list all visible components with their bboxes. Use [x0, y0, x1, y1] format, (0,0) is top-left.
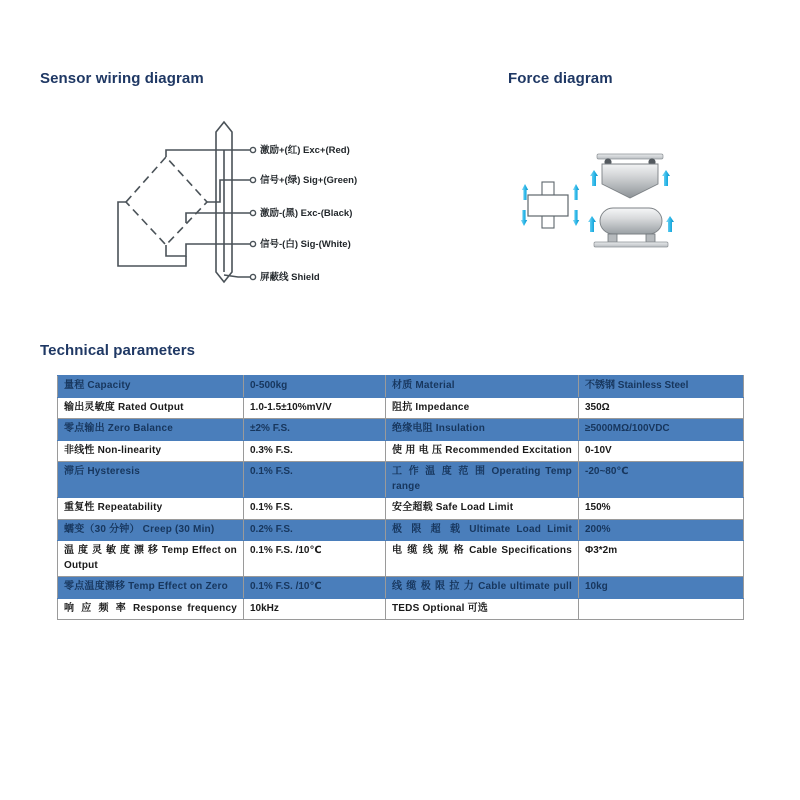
technical-parameters-table-body — [58, 376, 744, 620]
cell-value-right: 10kg — [579, 577, 744, 599]
table-row — [58, 577, 744, 599]
cell-parameter-left: 非线性 Non-linearity — [58, 440, 244, 462]
cell-parameter-left: 重复性 Repeatability — [58, 498, 244, 520]
cell-parameter-right: 阻抗 Impedance — [386, 397, 579, 419]
table-row — [58, 440, 744, 462]
technical-parameters-title: Technical parameters — [40, 342, 196, 359]
wire-label-excitation-negative: 激励-(黑) Exc-(Black) — [260, 208, 353, 219]
table-row — [58, 498, 744, 520]
cell-parameter-right: 绝缘电阻 Insulation — [386, 419, 579, 441]
cell-parameter-right: 安全超载 Safe Load Limit — [386, 498, 579, 520]
load-cell-icon — [528, 182, 568, 228]
cell-value-right: ≥5000MΩ/100VDC — [579, 419, 744, 441]
wiring-schematic-svg — [40, 110, 420, 300]
table-row — [58, 541, 744, 577]
cell-parameter-left: 量程 Capacity — [58, 376, 244, 398]
table-row — [58, 462, 744, 498]
table-row — [58, 519, 744, 541]
sensor-wiring-diagram-title: Sensor wiring diagram — [40, 70, 204, 87]
table-row — [58, 419, 744, 441]
cell-value-left: 10kHz — [244, 598, 386, 620]
force-diagram — [520, 150, 680, 260]
wire-label-shield: 屏蔽线 Shield — [260, 272, 320, 283]
technical-parameters-table — [57, 375, 744, 620]
cell-parameter-right: TEDS Optional 可选 — [386, 598, 579, 620]
cell-value-right: Φ3*2m — [579, 541, 744, 577]
cell-parameter-left: 零点输出 Zero Balance — [58, 419, 244, 441]
cell-value-right — [579, 598, 744, 620]
cell-value-right: 200% — [579, 519, 744, 541]
wire-label-signal-positive: 信号+(绿) Sig+(Green) — [260, 175, 358, 186]
force-diagram-svg — [520, 150, 680, 260]
force-diagram-title: Force diagram — [508, 70, 613, 87]
cell-value-right: 不锈钢 Stainless Steel — [579, 376, 744, 398]
cell-parameter-right: 线 缆 极 限 拉 力 Cable ultimate pull — [386, 577, 579, 599]
cell-parameter-right: 使 用 电 压 Recommended Excitation — [386, 440, 579, 462]
cell-parameter-left: 响 应 频 率 Response frequency — [58, 598, 244, 620]
wire-label-excitation-positive: 激励+(红) Exc+(Red) — [260, 145, 350, 156]
cell-parameter-left: 滞后 Hysteresis — [58, 462, 244, 498]
cell-value-right: 150% — [579, 498, 744, 520]
table-row — [58, 598, 744, 620]
cell-parameter-left: 温 度 灵 敏 度 漂 移 Temp Effect on Output — [58, 541, 244, 577]
cell-parameter-right: 材质 Material — [386, 376, 579, 398]
cell-parameter-right: 极 限 超 载 Ultimate Load Limit — [386, 519, 579, 541]
table-row — [58, 397, 744, 419]
cell-parameter-left: 零点温度漂移 Temp Effect on Zero — [58, 577, 244, 599]
table-row — [58, 376, 744, 398]
cell-value-right: 0-10V — [579, 440, 744, 462]
hopper-vessel-icon — [597, 154, 663, 198]
cell-value-left: 0-500kg — [244, 376, 386, 398]
cell-value-left: 1.0-1.5±10%mV/V — [244, 397, 386, 419]
cell-parameter-left: 蠕变（30 分钟） Creep (30 Min) — [58, 519, 244, 541]
cell-parameter-right: 工 作 温 度 范 围 Operating Temp range — [386, 462, 579, 498]
cell-value-right: -20~80℃ — [579, 462, 744, 498]
cell-value-right: 350Ω — [579, 397, 744, 419]
cell-value-left: 0.1% F.S. — [244, 498, 386, 520]
cell-value-left: 0.3% F.S. — [244, 440, 386, 462]
cell-value-left: 0.1% F.S. — [244, 462, 386, 498]
cell-value-left: ±2% F.S. — [244, 419, 386, 441]
sensor-wiring-diagram — [40, 110, 420, 300]
cell-parameter-right: 电 缆 线 规 格 Cable Specifications — [386, 541, 579, 577]
cell-value-left: 0.2% F.S. — [244, 519, 386, 541]
wire-label-signal-negative: 信号-(白) Sig-(White) — [260, 239, 351, 250]
horizontal-tank-icon — [594, 208, 668, 247]
cell-value-left: 0.1% F.S. /10℃ — [244, 541, 386, 577]
cell-parameter-left: 输出灵敏度 Rated Output — [58, 397, 244, 419]
cell-value-left: 0.1% F.S. /10℃ — [244, 577, 386, 599]
